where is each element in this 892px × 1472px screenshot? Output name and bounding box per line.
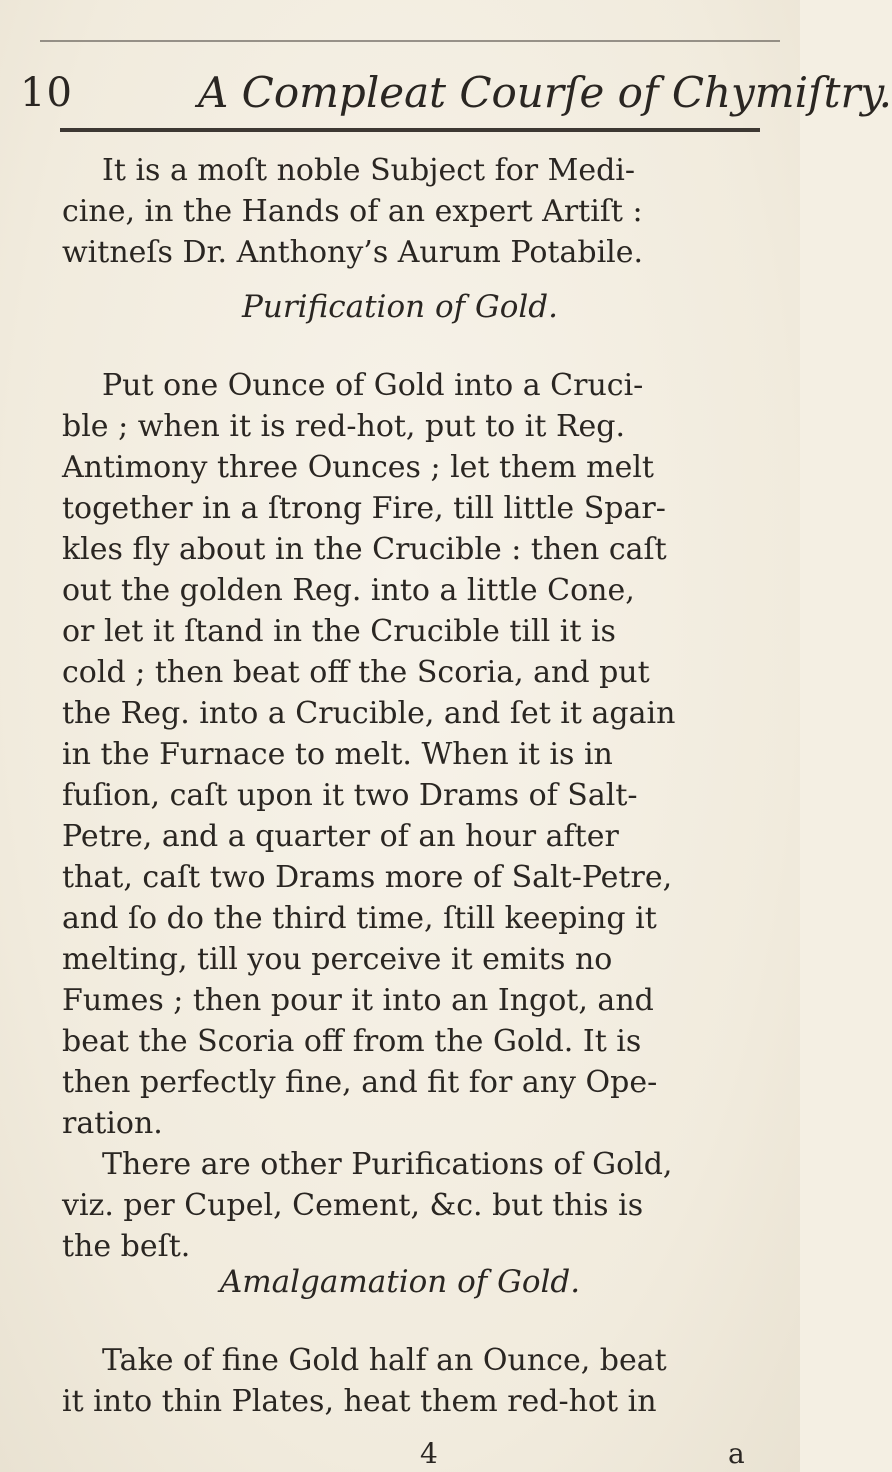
text-line: or let it ſtand in the Crucible till it is <box>62 614 616 649</box>
text-line: kles fly about in the Crucible : then caſt <box>62 532 667 567</box>
text-line: the Reg. into a Crucible, and ſet it again <box>62 696 676 731</box>
text-line: cold ; then beat off the Scoria, and put <box>62 655 650 690</box>
intro-paragraph <box>62 150 782 273</box>
catchword: a <box>728 1437 745 1470</box>
running-title: A Compleat Courſe of Chymiſtry. <box>198 68 892 117</box>
text-line: and ſo do the third time, ſtill keeping it <box>62 901 657 936</box>
text-line: the beſt. <box>62 1229 191 1264</box>
text-line: ration. <box>62 1106 163 1141</box>
text-line: witneſs Dr. Anthony’s Aurum Potabile. <box>62 235 644 270</box>
text-line: Take of fine Gold half an Ounce, beat <box>102 1343 667 1378</box>
header-rule <box>60 128 760 132</box>
text-line: viz. per Cupel, Cement, &c. but this is <box>62 1188 644 1223</box>
text-line: Petre, and a quarter of an hour after <box>62 819 619 854</box>
amalgamation-paragraph <box>62 1340 782 1422</box>
text-line: then perfectly fine, and fit for any Ope- <box>62 1065 658 1100</box>
section-heading-amalgamation: Amalgamation of Gold. <box>219 1264 581 1300</box>
other-purifications-paragraph <box>62 1144 782 1267</box>
text-line: together in a ſtrong Fire, till little Spar- <box>62 491 666 526</box>
text-line: Put one Ounce of Gold into a Cruci- <box>102 368 644 403</box>
top-border-line <box>40 40 780 42</box>
text-line: ble ; when it is red-hot, put to it Reg. <box>62 409 626 444</box>
section-heading-purification: Purification of Gold. <box>242 289 558 325</box>
page-header <box>20 62 892 124</box>
purification-paragraph <box>62 365 782 1144</box>
page-number: 10 <box>20 70 73 116</box>
signature-mark: 4 <box>420 1437 438 1470</box>
text-line: melting, till you perceive it emits no <box>62 942 613 977</box>
text-line: cine, in the Hands of an expert Artiſt : <box>62 194 643 229</box>
text-line: Fumes ; then pour it into an Ingot, and <box>62 983 654 1018</box>
text-line: beat the Scoria off from the Gold. It is <box>62 1024 642 1059</box>
text-line: out the golden Reg. into a little Cone, <box>62 573 635 608</box>
text-line: fuſion, caſt upon it two Drams of Salt- <box>62 778 638 813</box>
text-line: It is a moſt noble Subject for Medi- <box>102 153 636 188</box>
text-line: it into thin Plates, heat them red-hot in <box>62 1384 657 1419</box>
text-line: Antimony three Ounces ; let them melt <box>62 450 654 485</box>
text-line: There are other Purifications of Gold, <box>102 1147 673 1182</box>
text-line: that, caſt two Drams more of Salt-Petre, <box>62 860 673 895</box>
text-line: in the Furnace to melt. When it is in <box>62 737 613 772</box>
